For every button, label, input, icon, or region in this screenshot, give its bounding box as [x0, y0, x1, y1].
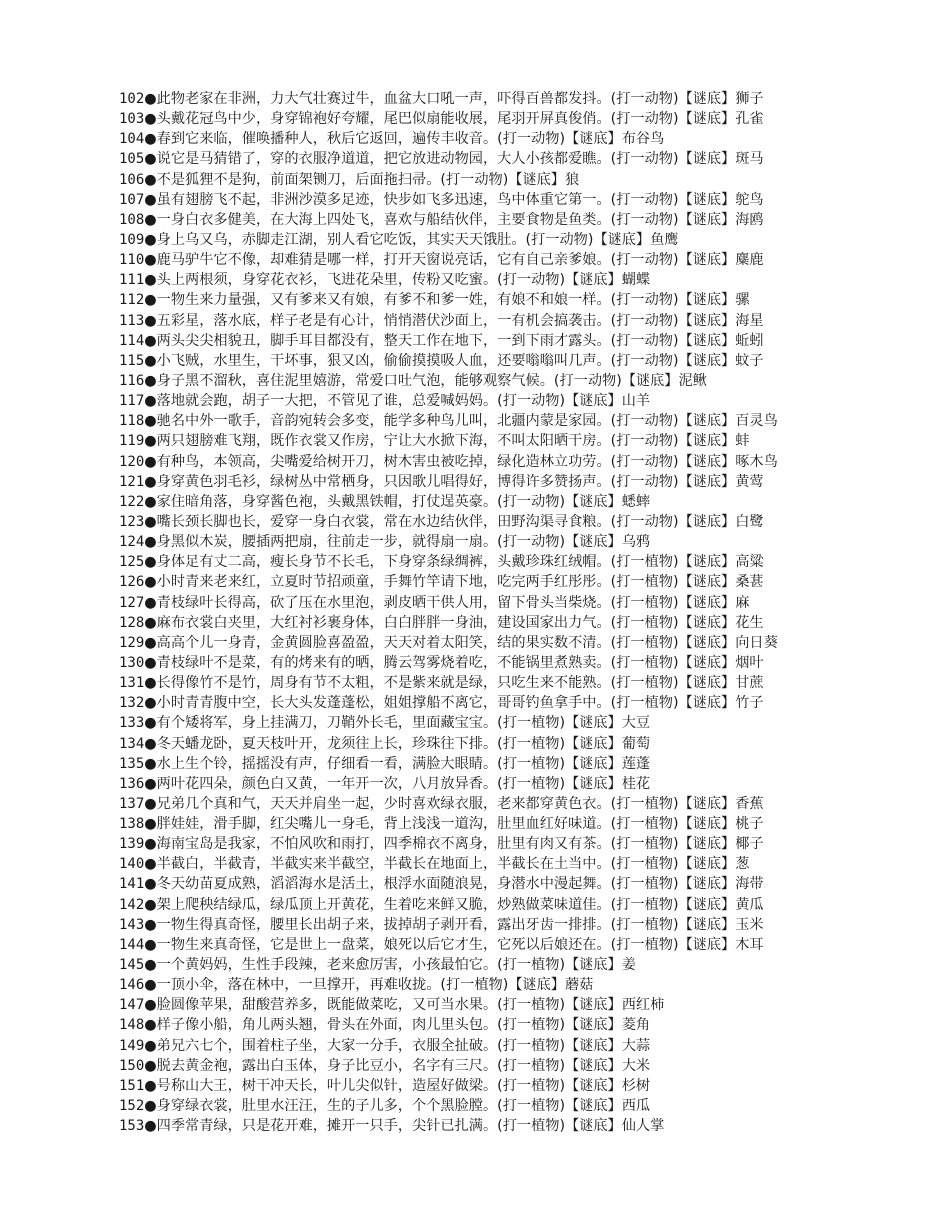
- riddle-item: [119, 311, 859, 331]
- riddle-text: ●不是狐狸不是狗，前面架铡刀，后面拖扫帚。(打一动物)【谜底】狼: [144, 171, 580, 188]
- riddle-text: ●号称山大王，树干冲天长，叶儿尖似针，造屋好做梁。(打一植物)【谜底】杉树: [144, 1077, 651, 1094]
- riddle-text: ●身黑似木炭，腰插两把扇，往前走一步，就得扇一扇。(打一动物)【谜底】乌鸦: [144, 534, 651, 551]
- riddle-number: 131: [119, 675, 145, 692]
- riddle-item: [119, 129, 859, 149]
- riddle-text: ●麻布衣裳白夹里，大红衬衫裹身体，白白胖胖一身油，建设国家出力气。(打一植物)【谜底】花生: [144, 614, 764, 631]
- riddle-text: ●家住暗角落，身穿酱色袍，头戴黑铁帽，打仗逞英豪。(打一动物)【谜底】蟋蟀: [144, 493, 651, 510]
- riddle-number: 129: [119, 634, 145, 651]
- riddle-text: ●两只翅膀难飞翔，既作衣裳又作房，宁让大水掀下海，不叫太阳晒干房。(打一动物)【谜底】蚌: [144, 433, 750, 450]
- riddle-number: 124: [119, 534, 145, 551]
- riddle-number: 106: [119, 171, 145, 188]
- riddle-number: 133: [119, 715, 145, 732]
- riddle-item: [119, 109, 859, 129]
- riddle-number: 122: [119, 493, 145, 510]
- riddle-item: [119, 552, 859, 572]
- riddle-text: ●虽有翅膀飞不起，非洲沙漠多足迹，快步如飞多迅速，鸟中体重它第一。(打一动物)【谜底】鸵鸟: [144, 191, 764, 208]
- riddle-number: 139: [119, 836, 145, 853]
- riddle-text: ●青枝绿叶长得高，砍了压在水里泡，剥皮晒干供人用，留下骨头当柴烧。(打一植物)【谜底】麻: [144, 594, 750, 611]
- riddle-item: [119, 734, 859, 754]
- riddle-item: [119, 713, 859, 733]
- riddle-item: [119, 633, 859, 653]
- riddle-number: 112: [119, 292, 145, 309]
- riddle-number: 153: [119, 1118, 145, 1135]
- riddle-item: [119, 955, 859, 975]
- riddle-number: 151: [119, 1077, 145, 1094]
- riddle-item: [119, 290, 859, 310]
- riddle-number: 102: [119, 91, 145, 107]
- riddle-item: [119, 210, 859, 230]
- riddle-text: ●头戴花冠鸟中少，身穿锦袍好夸耀，尾巴似扇能收展，尾羽开屏真俊俏。(打一动物)【谜底】孔雀: [144, 111, 764, 128]
- riddle-number: 108: [119, 211, 145, 228]
- riddle-text: ●样子像小船，角儿两头翘，骨头在外面，肉儿里头包。(打一植物)【谜底】菱角: [144, 1017, 651, 1034]
- riddle-item: [119, 411, 859, 431]
- riddle-number: 118: [119, 413, 145, 430]
- riddle-number: 126: [119, 574, 145, 591]
- riddle-item: [119, 512, 859, 532]
- riddle-text: ●鹿马驴牛它不像，却难猜是哪一样，打开天窗说亮话，它有自己亲爹娘。(打一动物)【谜底】麋鹿: [144, 252, 764, 269]
- riddle-number: 146: [119, 977, 145, 994]
- riddle-number: 141: [119, 876, 145, 893]
- riddle-item: [119, 653, 859, 673]
- riddle-text: ●弟兄六七个，围着柱子坐，大家一分手，衣服全扯破。(打一植物)【谜底】大蒜: [144, 1037, 651, 1054]
- riddle-text: ●有种鸟，本领高，尖嘴爱给树开刀，树木害虫被吃掉，绿化造林立功劳。(打一动物)【谜底】啄木鸟: [144, 453, 778, 470]
- riddle-text: ●高高个儿一身青，金黄圆脸喜盈盈，天天对着太阳笑，结的果实数不清。(打一植物)【谜底】向日葵: [144, 634, 778, 651]
- riddle-item: [119, 170, 859, 190]
- riddle-item: [119, 975, 859, 995]
- riddle-text: ●春到它来临，催唤播种人，秋后它返回，遍传丰收音。(打一动物)【谜底】布谷鸟: [144, 131, 665, 148]
- riddle-item: [119, 935, 859, 955]
- riddle-item: [119, 774, 859, 794]
- riddle-text: ●驰名中外一歌手，音韵宛转会多变，能学多种鸟儿叫，北疆内蒙是家园。(打一动物)【谜底】百灵鸟: [144, 413, 778, 430]
- riddle-item: [119, 593, 859, 613]
- riddle-item: [119, 190, 859, 210]
- riddle-number: 120: [119, 453, 145, 470]
- riddle-text: ●半截白，半截青，半截实来半截空，半截长在地面上，半截长在土当中。(打一植物)【谜底】葱: [144, 856, 750, 873]
- riddle-item: [119, 492, 859, 512]
- riddle-item: [119, 1015, 859, 1035]
- riddle-item: [119, 431, 859, 451]
- riddle-number: 143: [119, 916, 145, 933]
- riddle-text: ●落地就会跑，胡子一大把，不管见了谁，总爱喊妈妈。(打一动物)【谜底】山羊: [144, 393, 651, 410]
- riddle-text: ●一物生来力量强，又有爹来又有娘，有爹不和爹一姓，有娘不和娘一样。(打一动物)【谜底】骡: [144, 292, 750, 309]
- riddle-item: [119, 1036, 859, 1056]
- riddle-text: ●一物生来真奇怪，它是世上一盘菜，娘死以后它才生，它死以后娘还在。(打一植物)【谜底】木耳: [144, 936, 764, 953]
- riddle-item: [119, 270, 859, 290]
- riddle-item: [119, 371, 859, 391]
- riddle-item: [119, 1096, 859, 1116]
- riddle-number: 116: [119, 372, 145, 389]
- riddle-text: ●脸圆像苹果，甜酸营养多，既能做菜吃，又可当水果。(打一植物)【谜底】西红柿: [144, 997, 665, 1014]
- riddle-number: 111: [119, 272, 145, 289]
- riddle-number: 125: [119, 554, 145, 571]
- riddle-number: 117: [119, 393, 145, 410]
- riddle-number: 110: [119, 252, 145, 269]
- riddle-item: [119, 351, 859, 371]
- riddle-item: [119, 472, 859, 492]
- riddle-number: 113: [119, 312, 145, 329]
- riddle-number: 150: [119, 1057, 145, 1074]
- riddle-text: ●身穿黄色羽毛衫，绿树丛中常栖身，只因歌儿唱得好，博得许多赞扬声。(打一动物)【谜底】黄莺: [144, 473, 764, 490]
- riddle-text: ●兄弟几个真和气，天天并肩坐一起，少时喜欢绿衣服，老来都穿黄色衣。(打一植物)【谜底】香蕉: [144, 795, 764, 812]
- riddle-text: ●冬天幼苗夏成熟，滔滔海水是活土，根浮水面随浪晃，身潜水中漫起舞。(打一植物)【谜底】海带: [144, 876, 764, 893]
- riddle-number: 107: [119, 191, 145, 208]
- riddle-item: [119, 250, 859, 270]
- riddle-number: 103: [119, 111, 145, 128]
- riddle-item: [119, 572, 859, 592]
- riddle-item: [119, 331, 859, 351]
- riddle-list: [119, 89, 859, 1136]
- riddle-item: [119, 995, 859, 1015]
- riddle-text: ●青枝绿叶不是菜，有的烤来有的晒，腾云驾雾烧着吃，不能锅里煮熟卖。(打一植物)【谜底】烟叶: [144, 654, 764, 671]
- riddle-number: 123: [119, 513, 145, 530]
- riddle-text: ●身穿绿衣裳，肚里水汪汪，生的子儿多，个个黑脸膛。(打一植物)【谜底】西瓜: [144, 1098, 651, 1115]
- riddle-item: [119, 230, 859, 250]
- riddle-text: ●有个矮将军，身上挂满刀，刀鞘外长毛，里面藏宝宝。(打一植物)【谜底】大豆: [144, 715, 651, 732]
- riddle-number: 138: [119, 816, 145, 833]
- riddle-text: ●小时青来老来红，立夏时节招顽童，手舞竹竿请下地，吃完两手红彤彤。(打一植物)【谜底】桑葚: [144, 574, 764, 591]
- riddle-text: ●小时青青腹中空，长大头发蓬蓬松，姐姐撑船不离它，哥哥钓鱼拿手中。(打一植物)【谜底】竹子: [144, 695, 764, 712]
- riddle-number: 137: [119, 795, 145, 812]
- riddle-text: ●身子黑不溜秋，喜住泥里嬉游，常爱口吐气泡，能够观察气候。(打一动物)【谜底】泥鳅: [144, 372, 707, 389]
- riddle-number: 105: [119, 151, 145, 168]
- riddle-item: [119, 452, 859, 472]
- riddle-number: 148: [119, 1017, 145, 1034]
- riddle-number: 130: [119, 654, 145, 671]
- riddle-item: [119, 693, 859, 713]
- riddle-number: 114: [119, 332, 145, 349]
- riddle-text: ●小飞贼，水里生，干坏事，狠又凶，偷偷摸摸吸人血，还要嗡嗡叫几声。(打一动物)【谜底】蚊子: [144, 352, 764, 369]
- riddle-number: 127: [119, 594, 145, 611]
- riddle-text: ●一个黄妈妈，生性手段辣，老来愈厉害，小孩最怕它。(打一植物)【谜底】姜: [144, 957, 636, 974]
- riddle-text: ●四季常青绿，只是花开难，摊开一只手，尖针已扎满。(打一植物)【谜底】仙人掌: [144, 1118, 665, 1135]
- riddle-number: 145: [119, 957, 145, 974]
- riddle-item: [119, 673, 859, 693]
- riddle-item: [119, 149, 859, 169]
- riddle-text: ●海南宝岛是我家，不怕风吹和雨打，四季棉衣不离身，肚里有肉又有茶。(打一植物)【谜底】椰子: [144, 836, 764, 853]
- riddle-item: [119, 1116, 859, 1136]
- riddle-item: [119, 915, 859, 935]
- riddle-number: 128: [119, 614, 145, 631]
- riddle-item: [119, 1076, 859, 1096]
- riddle-number: 132: [119, 695, 145, 712]
- riddle-text: ●脱去黄金袍，露出白玉体，身子比豆小，名字有三尺。(打一植物)【谜底】大米: [144, 1057, 651, 1074]
- riddle-number: 144: [119, 936, 145, 953]
- riddle-item: [119, 814, 859, 834]
- riddle-text: ●冬天蟠龙卧，夏天枝叶开，龙须往上长，珍珠往下排。(打一植物)【谜底】葡萄: [144, 735, 651, 752]
- riddle-number: 142: [119, 896, 145, 913]
- riddle-text: ●说它是马猜错了，穿的衣服净道道，把它放进动物园，大人小孩都爱瞧。(打一动物)【谜底】斑马: [144, 151, 764, 168]
- riddle-text: ●两头尖尖相貌丑，脚手耳目都没有，整天工作在地下，一到下雨才露头。(打一动物)【谜底】蚯蚓: [144, 332, 764, 349]
- riddle-text: ●两叶花四朵，颜色白又黄，一年开一次，八月放异香。(打一植物)【谜底】桂花: [144, 775, 651, 792]
- riddle-item: [119, 794, 859, 814]
- riddle-number: 135: [119, 755, 145, 772]
- riddle-number: 136: [119, 775, 145, 792]
- riddle-item: [119, 89, 859, 109]
- riddle-number: 149: [119, 1037, 145, 1054]
- riddle-item: [119, 391, 859, 411]
- riddle-item: [119, 754, 859, 774]
- riddle-number: 115: [119, 352, 145, 369]
- riddle-text: ●此物老家在非洲，力大气壮赛过牛，血盆大口吼一声，吓得百兽都发抖。(打一动物)【谜底】狮子: [144, 91, 764, 107]
- riddle-item: [119, 874, 859, 894]
- riddle-text: ●一物生得真奇怪，腰里长出胡子来，拔掉胡子剥开看，露出牙齿一排排。(打一植物)【谜底】玉米: [144, 916, 764, 933]
- riddle-text: ●架上爬秧结绿瓜，绿瓜顶上开黄花，生着吃来鲜又脆，炒熟做菜味道佳。(打一植物)【谜底】黄瓜: [144, 896, 764, 913]
- riddle-text: ●胖娃娃，滑手脚，红尖嘴儿一身毛，背上浅浅一道沟，肚里血红好味道。(打一植物)【谜底】桃子: [144, 816, 764, 833]
- riddle-number: 109: [119, 231, 145, 248]
- riddle-text: ●身体足有丈二高，瘦长身节不长毛，下身穿条绿绸裤，头戴珍珠红绒帽。(打一植物)【谜底】高粱: [144, 554, 764, 571]
- riddle-item: [119, 895, 859, 915]
- riddle-text: ●五彩星，落水底，样子老是有心计，悄悄潜伏沙面上，一有机会搞袭击。(打一动物)【谜底】海星: [144, 312, 764, 329]
- riddle-item: [119, 613, 859, 633]
- riddle-number: 147: [119, 997, 145, 1014]
- riddle-text: ●长得像竹不是竹，周身有节不太粗，不是紫来就是绿，只吃生来不能熟。(打一植物)【谜底】甘蔗: [144, 675, 764, 692]
- riddle-item: [119, 834, 859, 854]
- riddle-number: 121: [119, 473, 145, 490]
- riddle-number: 104: [119, 131, 145, 148]
- riddle-item: [119, 1056, 859, 1076]
- riddle-item: [119, 532, 859, 552]
- riddle-text: ●一顶小伞，落在林中，一旦撑开，再难收拢。(打一植物)【谜底】蘑菇: [144, 977, 594, 994]
- riddle-text: ●一身白衣多健美，在大海上四处飞，喜欢与船结伙伴，主要食物是鱼类。(打一动物)【谜底】海鸥: [144, 211, 764, 228]
- riddle-number: 152: [119, 1098, 145, 1115]
- riddle-text: ●水上生个铃，摇摇没有声，仔细看一看，满脸大眼睛。(打一植物)【谜底】莲蓬: [144, 755, 651, 772]
- riddle-number: 134: [119, 735, 145, 752]
- riddle-item: [119, 854, 859, 874]
- riddle-number: 119: [119, 433, 145, 450]
- riddle-number: 140: [119, 856, 145, 873]
- riddle-text: ●嘴长颈长脚也长，爱穿一身白衣裳，常在水边结伙伴，田野沟渠寻食粮。(打一动物)【谜底】白鹭: [144, 513, 764, 530]
- riddle-text: ●头上两根须，身穿花衣衫，飞进花朵里，传粉又吃蜜。(打一动物)【谜底】蝴蝶: [144, 272, 651, 289]
- riddle-text: ●身上乌又乌，赤脚走江湖，别人看它吃饭，其实天天饿肚。(打一动物)【谜底】鱼鹰: [144, 231, 679, 248]
